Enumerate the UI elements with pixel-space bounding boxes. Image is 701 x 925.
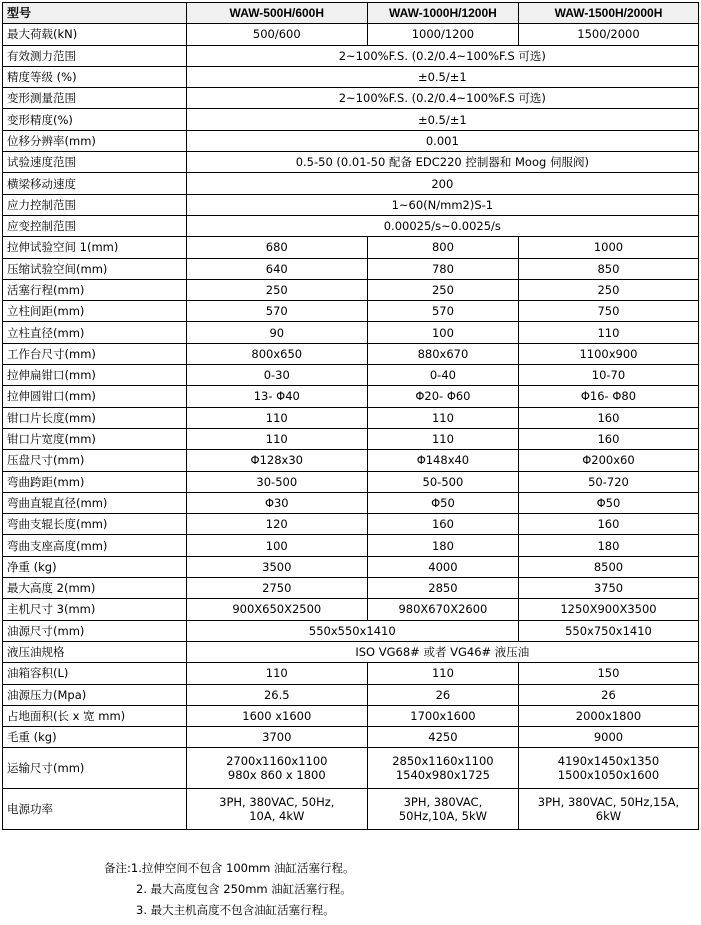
value-cell: ±0.5/±1	[186, 109, 698, 130]
spec-table-body	[3, 3, 699, 830]
row-label: 立柱间距(mm)	[3, 301, 187, 322]
note-line: 备注:1.拉伸空间不包含 100mm 油缸活塞行程。	[104, 861, 355, 875]
value-cell: 0-40	[367, 365, 518, 386]
model-header: WAW-1000H/1200H	[367, 3, 518, 24]
row-label: 精度等级 (%)	[3, 66, 187, 87]
row-label: 电源功率	[3, 789, 187, 830]
table-row	[3, 343, 699, 364]
value-cell: 1700x1600	[367, 705, 518, 726]
row-label: 净重 (kg)	[3, 556, 187, 577]
value-cell: 1100x900	[518, 343, 698, 364]
value-line: 6kW	[595, 809, 622, 824]
value-cell	[186, 748, 367, 789]
value-cell: 90	[186, 322, 367, 343]
value-cell: Φ200x60	[518, 450, 698, 471]
value-cell: 9000	[518, 727, 698, 748]
value-cell: 1250X900X3500	[518, 599, 698, 620]
value-cell: 160	[518, 514, 698, 535]
value-cell: 1~60(N/mm2)S-1	[186, 194, 698, 215]
value-cell: 110	[186, 663, 367, 684]
value-cell: 750	[518, 301, 698, 322]
value-cell: Φ50	[367, 492, 518, 513]
value-line: 3PH, 380VAC,	[403, 795, 483, 810]
table-row	[3, 748, 699, 789]
value-cell: 110	[367, 663, 518, 684]
value-cell: 26	[367, 684, 518, 705]
table-row	[3, 471, 699, 492]
table-row	[3, 322, 699, 343]
value-cell: 26.5	[186, 684, 367, 705]
row-label: 占地面积(长 x 宽 mm)	[3, 705, 187, 726]
value-line: 4190x1450x1350	[557, 754, 660, 769]
value-cell: Φ148x40	[367, 450, 518, 471]
value-cell: 550x750x1410	[518, 620, 698, 641]
notes	[104, 858, 355, 921]
value-cell: 120	[186, 514, 367, 535]
row-label: 拉伸圆钳口(mm)	[3, 386, 187, 407]
table-row	[3, 88, 699, 109]
table-row	[3, 407, 699, 428]
value-line: 1540x980x1725	[395, 768, 490, 783]
row-label: 活塞行程(mm)	[3, 279, 187, 300]
value-cell	[367, 789, 518, 830]
row-label: 最大高度 2(mm)	[3, 578, 187, 599]
table-row	[3, 599, 699, 620]
value-cell: 1500/2000	[518, 24, 698, 45]
row-label: 主机尺寸 3(mm)	[3, 599, 187, 620]
note-line: 2. 最大高度包含 250mm 油缸活塞行程。	[136, 882, 352, 896]
value-cell: ±0.5/±1	[186, 66, 698, 87]
value-cell: 4000	[367, 556, 518, 577]
value-cell: 110	[367, 407, 518, 428]
row-label: 压盘尺寸(mm)	[3, 450, 187, 471]
table-row	[3, 66, 699, 87]
row-label: 油箱容积(L)	[3, 663, 187, 684]
value-cell: 500/600	[186, 24, 367, 45]
value-cell: 250	[367, 279, 518, 300]
value-line: 2700x1160x1100	[226, 754, 328, 769]
table-row	[3, 365, 699, 386]
value-line: 980x 860 x 1800	[227, 768, 326, 783]
row-label: 试验速度范围	[3, 152, 187, 173]
value-cell: 2~100%F.S. (0.2/0.4~100%F.S 可选)	[186, 45, 698, 66]
table-row	[3, 514, 699, 535]
value-cell: 160	[518, 428, 698, 449]
value-cell: 13- Φ40	[186, 386, 367, 407]
value-cell: 0-30	[186, 365, 367, 386]
value-cell: 200	[186, 173, 698, 194]
value-cell	[186, 789, 367, 830]
value-cell: 2~100%F.S. (0.2/0.4~100%F.S 可选)	[186, 88, 698, 109]
value-cell: 2750	[186, 578, 367, 599]
value-cell: 880x670	[367, 343, 518, 364]
table-row	[3, 450, 699, 471]
value-cell: 0.001	[186, 130, 698, 151]
row-label: 变形精度(%)	[3, 109, 187, 130]
row-label: 有效测力范围	[3, 45, 187, 66]
table-row	[3, 727, 699, 748]
value-cell: 100	[367, 322, 518, 343]
table-row	[3, 663, 699, 684]
value-cell: 0.5-50 (0.01-50 配备 EDC220 控制器和 Moog 伺服阀)	[186, 152, 698, 173]
value-cell: Φ128x30	[186, 450, 367, 471]
table-row	[3, 215, 699, 236]
row-label: 应变控制范围	[3, 215, 187, 236]
value-cell: 50-720	[518, 471, 698, 492]
value-cell: 50-500	[367, 471, 518, 492]
value-cell: 980X670X2600	[367, 599, 518, 620]
value-cell: 800x650	[186, 343, 367, 364]
value-cell: 26	[518, 684, 698, 705]
value-cell: 680	[186, 237, 367, 258]
value-cell: 550x550x1410	[186, 620, 518, 641]
table-row	[3, 556, 699, 577]
value-cell: 900X650X2500	[186, 599, 367, 620]
value-cell: 250	[186, 279, 367, 300]
table-row	[3, 578, 699, 599]
value-cell: Φ30	[186, 492, 367, 513]
model-header: WAW-500H/600H	[186, 3, 367, 24]
value-cell: 1600 x1600	[186, 705, 367, 726]
value-cell: 570	[186, 301, 367, 322]
value-line: 10A, 4kW	[249, 809, 305, 824]
value-cell: 110	[367, 428, 518, 449]
row-label: 拉伸试验空间 1(mm)	[3, 237, 187, 258]
value-cell: Φ16- Φ80	[518, 386, 698, 407]
value-cell: 1000	[518, 237, 698, 258]
table-row	[3, 492, 699, 513]
value-cell: 110	[186, 428, 367, 449]
table-row	[3, 789, 699, 830]
table-row	[3, 173, 699, 194]
value-cell: 30-500	[186, 471, 367, 492]
value-cell: Φ20- Φ60	[367, 386, 518, 407]
value-cell: 3500	[186, 556, 367, 577]
table-row	[3, 620, 699, 641]
row-label: 拉伸扁钳口(mm)	[3, 365, 187, 386]
value-cell	[518, 789, 698, 830]
value-cell: 3750	[518, 578, 698, 599]
table-row	[3, 279, 699, 300]
table-row	[3, 194, 699, 215]
row-label: 横梁移动速度	[3, 173, 187, 194]
value-cell: 780	[367, 258, 518, 279]
row-label: 油源压力(Mpa)	[3, 684, 187, 705]
table-row	[3, 45, 699, 66]
value-cell: 10-70	[518, 365, 698, 386]
row-label: 弯曲跨距(mm)	[3, 471, 187, 492]
value-cell: 160	[367, 514, 518, 535]
table-row	[3, 237, 699, 258]
header-label: 型号	[3, 3, 187, 24]
value-cell: 640	[186, 258, 367, 279]
table-row	[3, 258, 699, 279]
value-cell: 850	[518, 258, 698, 279]
model-header: WAW-1500H/2000H	[518, 3, 698, 24]
value-cell: 2000x1800	[518, 705, 698, 726]
table-row	[3, 428, 699, 449]
value-cell: 4250	[367, 727, 518, 748]
value-cell: 0.00025/s~0.0025/s	[186, 215, 698, 236]
value-cell: 180	[518, 535, 698, 556]
table-row	[3, 684, 699, 705]
value-cell: 150	[518, 663, 698, 684]
row-label: 油源尺寸(mm)	[3, 620, 187, 641]
value-cell: 110	[186, 407, 367, 428]
row-label: 应力控制范围	[3, 194, 187, 215]
value-cell: 160	[518, 407, 698, 428]
row-label: 运输尺寸(mm)	[3, 748, 187, 789]
row-label: 最大荷载(kN)	[3, 24, 187, 45]
table-row	[3, 641, 699, 662]
table-row	[3, 301, 699, 322]
row-label: 弯曲支辊长度(mm)	[3, 514, 187, 535]
row-label: 变形测量范围	[3, 88, 187, 109]
note-line: 3. 最大主机高度不包含油缸活塞行程。	[136, 903, 335, 917]
row-label: 位移分辨率(mm)	[3, 130, 187, 151]
value-line: 2850x1160x1100	[392, 754, 494, 769]
value-line: 1500x1050x1600	[557, 768, 660, 783]
row-label: 毛重 (kg)	[3, 727, 187, 748]
value-line: 3PH, 380VAC, 50Hz,	[219, 795, 335, 810]
row-label: 弯曲直辊直径(mm)	[3, 492, 187, 513]
table-row	[3, 386, 699, 407]
value-cell: Φ50	[518, 492, 698, 513]
table-row	[3, 705, 699, 726]
value-cell: 3700	[186, 727, 367, 748]
value-cell	[367, 748, 518, 789]
row-label: 立柱直径(mm)	[3, 322, 187, 343]
value-cell: 180	[367, 535, 518, 556]
value-cell: ISO VG68# 或者 VG46# 液压油	[186, 641, 698, 662]
value-cell: 1000/1200	[367, 24, 518, 45]
table-row	[3, 109, 699, 130]
table-row	[3, 152, 699, 173]
table-row	[3, 130, 699, 151]
value-cell: 570	[367, 301, 518, 322]
value-cell: 100	[186, 535, 367, 556]
spec-table	[2, 2, 699, 830]
value-cell: 110	[518, 322, 698, 343]
row-label: 弯曲支座高度(mm)	[3, 535, 187, 556]
value-line: 3PH, 380VAC, 50Hz,15A,	[537, 795, 680, 810]
value-cell: 8500	[518, 556, 698, 577]
value-cell: 250	[518, 279, 698, 300]
value-cell: 2850	[367, 578, 518, 599]
table-row	[3, 24, 699, 45]
row-label: 工作台尺寸(mm)	[3, 343, 187, 364]
header-row	[3, 3, 699, 24]
value-line: 50Hz,10A, 5kW	[398, 809, 487, 824]
value-cell	[518, 748, 698, 789]
row-label: 液压油规格	[3, 641, 187, 662]
row-label: 钳口片宽度(mm)	[3, 428, 187, 449]
row-label: 压缩试验空间(mm)	[3, 258, 187, 279]
table-row	[3, 535, 699, 556]
value-cell: 800	[367, 237, 518, 258]
row-label: 钳口片长度(mm)	[3, 407, 187, 428]
